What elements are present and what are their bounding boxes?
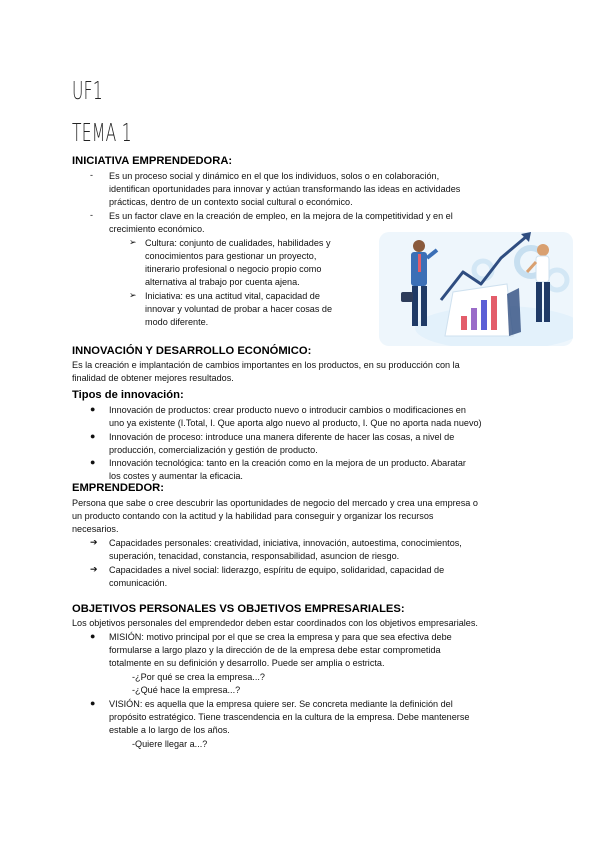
paragraph-line: formularse a largo plazo y la dirección de de la empresa debe estar comprometida (109, 645, 441, 655)
business-growth-illustration (379, 232, 573, 346)
paragraph-line: itinerario profesional o negocio propio como (145, 264, 322, 274)
bullet-marker: ● (90, 431, 96, 441)
question-line: -Quiere llegar a...? (132, 739, 208, 749)
paragraph-line: totalmente en su definición y desarrollo. Puede ser amplia o estricta. (109, 658, 385, 668)
bullet-marker: ● (90, 404, 96, 414)
paragraph-line: Los objetivos personales del emprendedor deben estar coordinados con los objetivos empresariales. (72, 618, 478, 628)
paragraph-line: Iniciativa: es una actitud vital, capacidad de (145, 291, 320, 301)
bullet-marker: ● (90, 698, 96, 708)
paragraph-line: prácticas, dentro de un contexto social cultural o económico. (109, 197, 353, 207)
paragraph-line: un producto contando con la actitud y la habilidad para conseguir y organizar los recursos (72, 511, 434, 521)
paragraph-line: superación, tenacidad, constancia, responsabilidad, asuncion de riesgo. (109, 551, 400, 561)
paragraph-line: innovar y voluntad de probar a hacer cosas de (145, 304, 333, 314)
unit-title: UF1 (72, 76, 104, 105)
section-heading-objetivos: OBJETIVOS PERSONALES VS OBJETIVOS EMPRESARIALES: (72, 603, 405, 615)
topic-title: TEMA 1 (72, 118, 132, 147)
paragraph-line: estable a lo largo de los años. (109, 725, 230, 735)
section-heading-iniciativa: INICIATIVA EMPRENDEDORA: (72, 155, 233, 167)
dash-marker: - (90, 170, 93, 180)
arrow-marker: ➔ (90, 537, 98, 547)
paragraph-line: Capacidades personales: creatividad, iniciativa, innovación, autoestima, conocimientos, (109, 538, 462, 548)
arrow-marker: ➔ (90, 564, 98, 574)
paragraph-line: necesarios. (72, 524, 119, 534)
paragraph-line: Es la creación e implantación de cambios importantes en los productos, en su producción con la (72, 360, 460, 370)
paragraph-line: MISIÓN: motivo principal por el que se crea la empresa y para que sea efectiva debe (109, 632, 452, 642)
paragraph-line: Es un factor clave en la creación de empleo, en la mejora de la competitividad y en el (109, 211, 453, 221)
paragraph-line: identifican oportunidades para innovar y actúan transformando las ideas en actividades (109, 184, 461, 194)
paragraph-line: comunicación. (109, 578, 168, 588)
paragraph-line: los costes y aumentar la eficacia. (109, 471, 243, 481)
question-line: -¿Por qué se crea la empresa...? (132, 672, 265, 682)
paragraph-line: modo diferente. (145, 317, 209, 327)
paragraph-line: Innovación de productos: crear producto nuevo o introducir cambios o modificaciones en (109, 405, 466, 415)
paragraph-line: Innovación de proceso: introduce una manera diferente de hacer las cosas, a nivel de (109, 432, 455, 442)
paragraph-line: alternativa al trabajo por cuenta ajena. (145, 277, 300, 287)
dash-marker: - (90, 210, 93, 220)
paragraph-line: uno ya existente (I.Total, I. Que aporta algo nuevo al producto, I. Que no aporta nada nuevo) (109, 418, 482, 428)
arrowhead-bullet: ➢ (129, 290, 137, 300)
paragraph-line: finalidad de obtener mejores resultados. (72, 373, 234, 383)
arrowhead-bullet: ➢ (129, 237, 137, 247)
paragraph-line: propósito estratégico. Tiene trascendencia en la cultura de la empresa. Debe mantenerse (109, 712, 470, 722)
paragraph-line: conocimientos para gestionar un proyecto, (145, 251, 317, 261)
paragraph-line: producción, comercialización y gestión de producto. (109, 445, 318, 455)
section-heading-innovacion: INNOVACIÓN Y DESARROLLO ECONÓMICO: (72, 345, 312, 357)
paragraph-line: Cultura: conjunto de cualidades, habilidades y (145, 238, 331, 248)
paragraph-line: crecimiento económico. (109, 224, 205, 234)
paragraph-line: Es un proceso social y dinámico en el que los individuos, solos o en colaboración, (109, 171, 440, 181)
bullet-marker: ● (90, 631, 96, 641)
paragraph-line: VISIÓN: es aquella que la empresa quiere ser. Se concreta mediante la definición del (109, 699, 453, 709)
section-heading-emprendedor: EMPRENDEDOR: (72, 482, 164, 494)
section-heading-tipos: Tipos de innovación: (72, 389, 184, 401)
paragraph-line: Persona que sabe o cree descubrir las oportunidades de negocio del mercado y crea una empresa o (72, 498, 478, 508)
bullet-marker: ● (90, 457, 96, 467)
paragraph-line: Innovación tecnológica: tanto en la creación como en la mejora de un producto. Abaratar (109, 458, 466, 468)
question-line: -¿Qué hace la empresa...? (132, 685, 241, 695)
paragraph-line: Capacidades a nivel social: liderazgo, espíritu de equipo, solidaridad, capacidad de (109, 565, 445, 575)
